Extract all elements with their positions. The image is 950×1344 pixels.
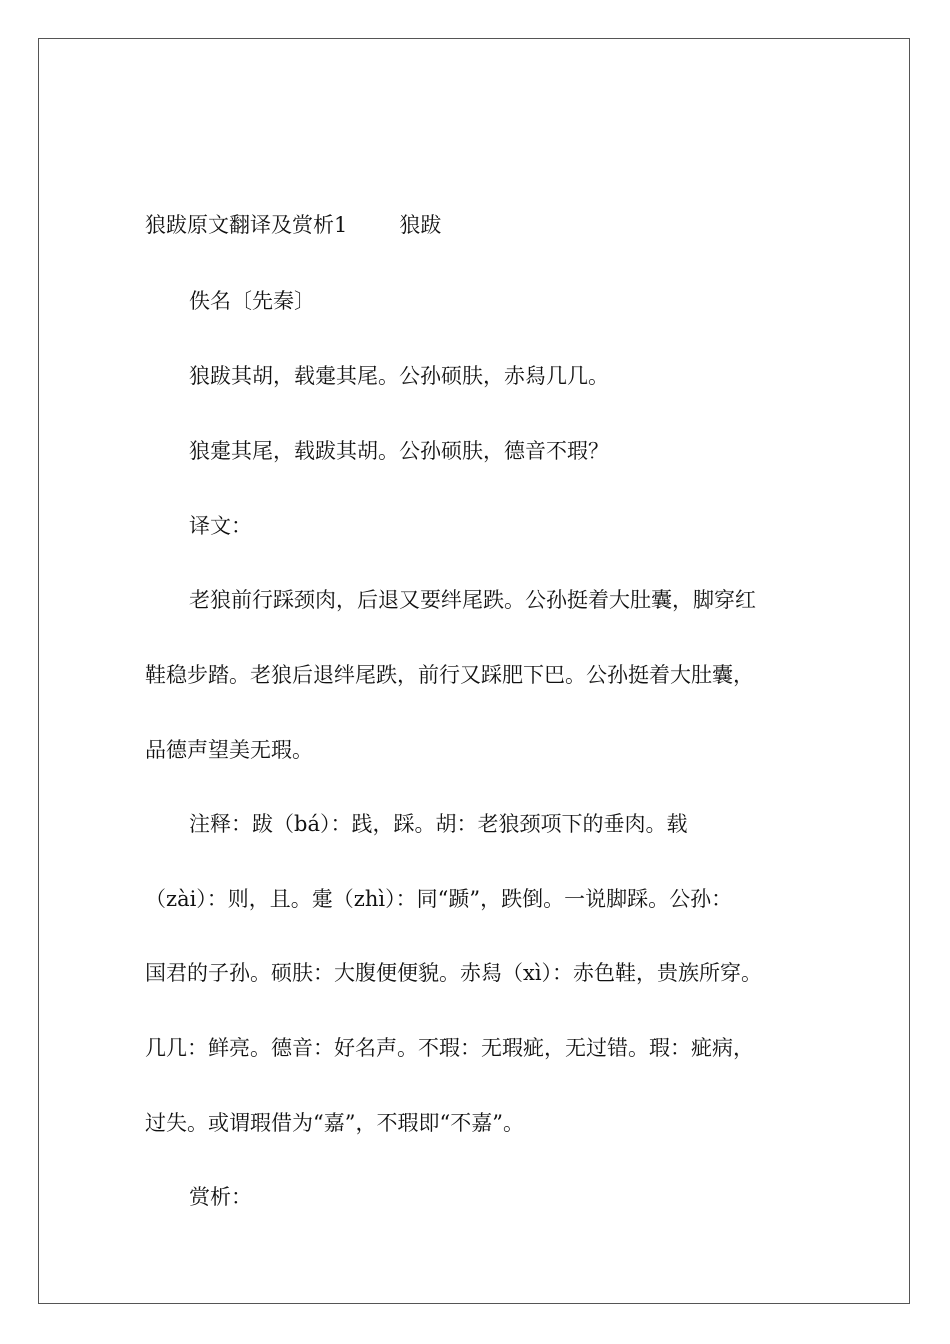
poem-line-2: 狼疐其尾，载跋其胡。公孙硕肤，德音不瑕？ [189,439,609,463]
document-title: 狼跋原文翻译及赏析1 [145,213,348,237]
translation-heading: 译文： [189,514,252,538]
notes-line-3: 国君的子孙。硕肤：大腹便便貌。赤舄（xì）：赤色鞋，贵族所穿。 [145,961,763,985]
appreciation-heading: 赏析： [189,1185,252,1209]
poem-title: 狼跋 [399,213,442,237]
notes-line-4: 几几：鲜亮。德音：好名声。不瑕：无瑕疵，无过错。瑕：疵病， [145,1036,754,1060]
translation-line-2: 鞋稳步踏。老狼后退绊尾跌，前行又踩肥下巴。公孙挺着大肚囊， [145,663,754,687]
author-line: 佚名〔先秦〕 [189,289,315,313]
poem-line-1: 狼跋其胡，载疐其尾。公孙硕肤，赤舄几几。 [189,364,609,388]
translation-line-1: 老狼前行踩颈肉，后退又要绊尾跌。公孙挺着大肚囊，脚穿红 [189,588,756,612]
translation-line-3: 品德声望美无瑕。 [145,738,313,762]
notes-line-1: 注释：跋（bá）：践，踩。胡：老狼颈项下的垂肉。载 [189,812,688,836]
notes-line-2: （zài）：则，且。疐（zhì）：同“踬”，跌倒。一说脚踩。公孙： [145,887,733,911]
notes-line-5: 过失。或谓瑕借为“嘉”，不瑕即“不嘉”。 [145,1111,524,1135]
document-title-line [145,210,815,240]
